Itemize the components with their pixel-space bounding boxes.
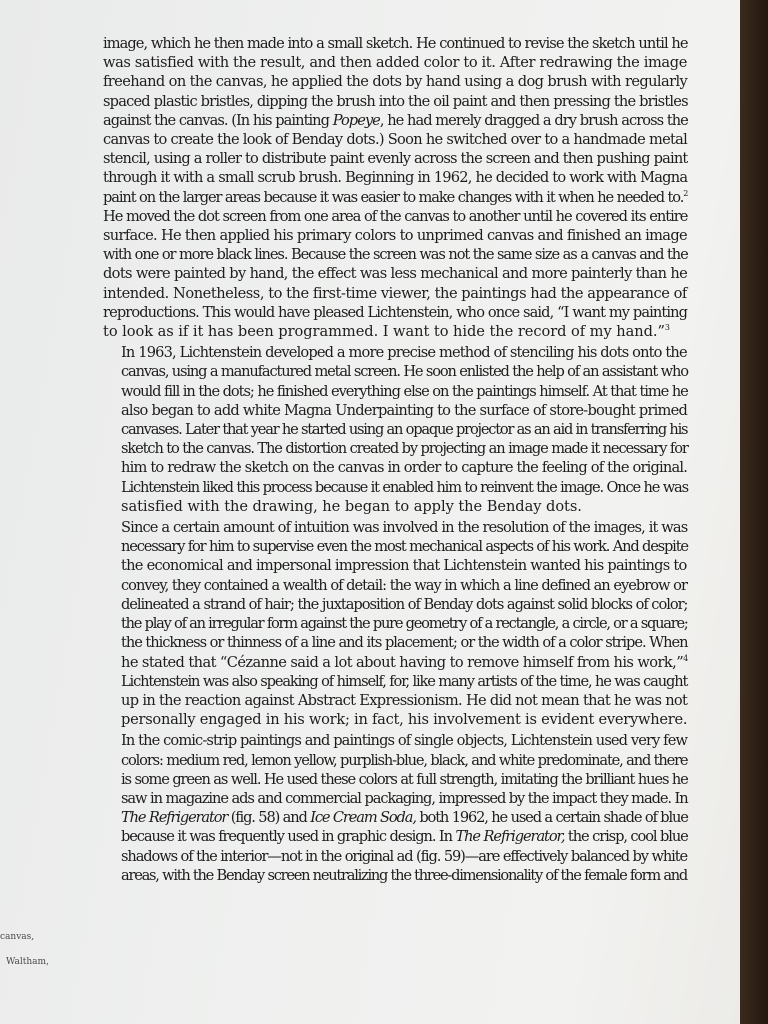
text-line <box>103 789 688 808</box>
text-line <box>103 111 688 130</box>
italic-title: Ice Cream Soda, <box>310 809 416 827</box>
text-run: necessary for him to supervise even the most mechanical aspects of his work. And despite <box>121 538 688 556</box>
text-run: to look as if it has been programmed. I want to hide the record of my hand.” <box>103 323 665 341</box>
text-run: the thickness or thinness of a line and its placement; or the width of a color stripe. When <box>121 634 688 652</box>
text-line <box>103 284 687 303</box>
footnote-marker: 2 <box>683 188 688 198</box>
text-run: colors: medium red, lemon yellow, purplish-blue, black, and white predominate, and there <box>121 751 688 769</box>
text-run: also began to add white Magna Underpainting to the surface of store-bought primed <box>121 401 688 419</box>
text-line <box>103 614 688 633</box>
text-run: In 1963, Lichtenstein developed a more precise method of stenciling his dots onto the <box>121 344 687 362</box>
text-run: with one or more black lines. Because the screen was not the same size as a canvas and the <box>103 246 688 264</box>
text-line <box>103 576 687 595</box>
text-run: Since a certain amount of intuition was involved in the resolution of the images, it was <box>121 519 688 537</box>
text-line <box>103 808 688 827</box>
text-run: sketch to the canvas. The distortion created by projecting an image made it necessary for <box>121 440 688 458</box>
italic-title: The Refrigerator, <box>455 828 565 846</box>
text-line <box>103 362 688 381</box>
text-line <box>103 691 688 710</box>
text-run: convey, they contained a wealth of detail: the way in which a line defined an eyebrow or <box>121 576 687 594</box>
text-line <box>103 322 683 341</box>
text-line <box>103 537 688 556</box>
text-line <box>103 439 688 458</box>
text-line <box>103 770 688 789</box>
text-run: stencil, using a roller to distribute paint evenly across the screen and then pushing paint <box>103 150 688 168</box>
text-run: the play of an irregular form against the pure geometry of a rectangle, a circle, or a square; <box>121 615 688 633</box>
page-edge-shadow <box>740 0 768 1024</box>
text-line <box>103 710 688 729</box>
text-run: He moved the dot screen from one area of the canvas to another until he covered its entire <box>103 207 688 225</box>
text-run: him to redraw the sketch on the canvas in order to capture the feeling of the original. <box>121 459 688 477</box>
text-line <box>103 518 688 537</box>
text-run: through it with a small scrub brush. Beginning in 1962, he decided to work with Magna <box>103 169 688 187</box>
text-run: paint on the larger areas because it was easier to make changes with it when he needed to. <box>103 188 684 206</box>
text-run: saw in magazine ads and commercial packaging, impressed by the impact they made. In <box>121 789 688 807</box>
text-line <box>103 343 687 362</box>
text-run: canvas, using a manufactured metal screen. He soon enlisted the help of an assistant who <box>121 363 688 381</box>
text-line <box>103 130 688 149</box>
text-line <box>103 458 688 477</box>
text-line <box>103 264 688 283</box>
text-line <box>103 633 688 652</box>
text-run: reproductions. This would have pleased Lichtenstein, who once said, “I want my painting <box>103 303 688 321</box>
text-line <box>103 92 688 111</box>
text-line <box>103 303 688 322</box>
text-run: (fig. 58) and <box>227 809 311 827</box>
text-run: In the comic-strip paintings and paintings of single objects, Lichtenstein used very few <box>121 732 688 750</box>
footnote-marker: 4 <box>683 653 688 663</box>
text-run: against the canvas. (In his painting <box>103 111 333 129</box>
text-line <box>103 207 688 226</box>
italic-title: Popeye <box>332 111 380 129</box>
text-line <box>103 401 688 420</box>
text-run: delineated a strand of hair; the juxtaposition of Benday dots against solid blocks of color; <box>121 595 688 613</box>
margin-caption-fragment: Waltham, <box>6 957 49 967</box>
text-run: image, which he then made into a small sketch. He continued to revise the sketch until he <box>103 35 688 52</box>
text-run: the crisp, cool blue <box>564 828 688 846</box>
text-line <box>103 226 687 245</box>
text-line <box>103 72 688 91</box>
text-run: , he had merely dragged a dry brush across the <box>379 111 688 129</box>
text-run: personally engaged in his work; in fact, his involvement is evident everywhere. <box>121 711 688 729</box>
text-run: dots were painted by hand, the effect was less mechanical and more painterly than he <box>103 265 688 283</box>
text-run: areas, with the Benday screen neutralizing the three-dimensionality of the female form and <box>121 866 688 884</box>
text-run: surface. He then applied his primary colors to unprimed canvas and finished an image <box>103 227 687 245</box>
text-line <box>103 653 688 672</box>
paragraph <box>103 518 688 729</box>
text-run: he stated that “Cézanne said a lot about having to remove himself from his work,” <box>121 653 684 671</box>
text-run: the economical and impersonal impression that Lichtenstein wanted his paintings to <box>121 557 687 575</box>
text-run: Lichtenstein liked this process because it enabled him to reinvent the image. Once he was <box>121 478 688 496</box>
text-line <box>103 478 688 497</box>
text-run: both 1962, he used a certain shade of blue <box>415 809 688 827</box>
text-run: satisfied with the drawing, he began to apply the Benday dots. <box>121 497 582 515</box>
text-run: shadows of the interior—not in the original ad (fig. 59)—are effectively balanced by white <box>121 847 688 865</box>
text-line <box>103 731 688 750</box>
paragraph <box>103 343 688 516</box>
paragraph <box>103 731 688 885</box>
paragraph <box>103 34 688 341</box>
text-line <box>103 34 688 53</box>
text-line <box>103 168 688 187</box>
text-line <box>103 53 687 72</box>
text-run: was satisfied with the result, and then added color to it. After redrawing the image <box>103 54 687 72</box>
text-line <box>103 556 687 575</box>
text-run: is some green as well. He used these colors at full strength, imitating the brilliant hues he <box>121 770 688 788</box>
text-line <box>103 847 688 866</box>
text-run: spaced plastic bristles, dipping the brush into the oil paint and then pressing the bristles <box>103 92 688 110</box>
text-run: canvases. Later that year he started using an opaque projector as an aid in transferring his <box>121 421 688 439</box>
footnote-marker: 3 <box>664 323 670 333</box>
text-run: up in the reaction against Abstract Expressionism. He did not mean that he was not <box>121 691 688 709</box>
text-line <box>103 497 683 516</box>
margin-caption-fragment: canvas, <box>0 932 35 942</box>
text-line <box>103 245 688 264</box>
text-run: intended. Nonetheless, to the first-time viewer, the paintings had the appearance of <box>103 284 687 302</box>
text-line <box>103 827 688 846</box>
text-line <box>103 382 688 401</box>
body-text <box>103 34 688 885</box>
italic-title: The Refrigerator <box>121 809 228 827</box>
text-line <box>103 595 688 614</box>
text-run: would fill in the dots; he finished everything else on the paintings himself. At that time he <box>121 382 688 400</box>
text-run: freehand on the canvas, he applied the dots by hand using a dog brush with regularly <box>103 73 688 91</box>
text-line <box>103 672 688 691</box>
text-run: canvas to create the look of Benday dots.) Soon he switched over to a handmade metal <box>103 131 688 149</box>
text-line <box>103 188 688 207</box>
text-run: Lichtenstein was also speaking of himself, for, like many artists of the time, he was caught <box>121 672 688 690</box>
text-run: because it was frequently used in graphic design. In <box>121 828 456 846</box>
text-line <box>103 751 688 770</box>
text-line <box>103 420 688 439</box>
text-line <box>103 149 688 168</box>
text-line <box>103 866 688 885</box>
